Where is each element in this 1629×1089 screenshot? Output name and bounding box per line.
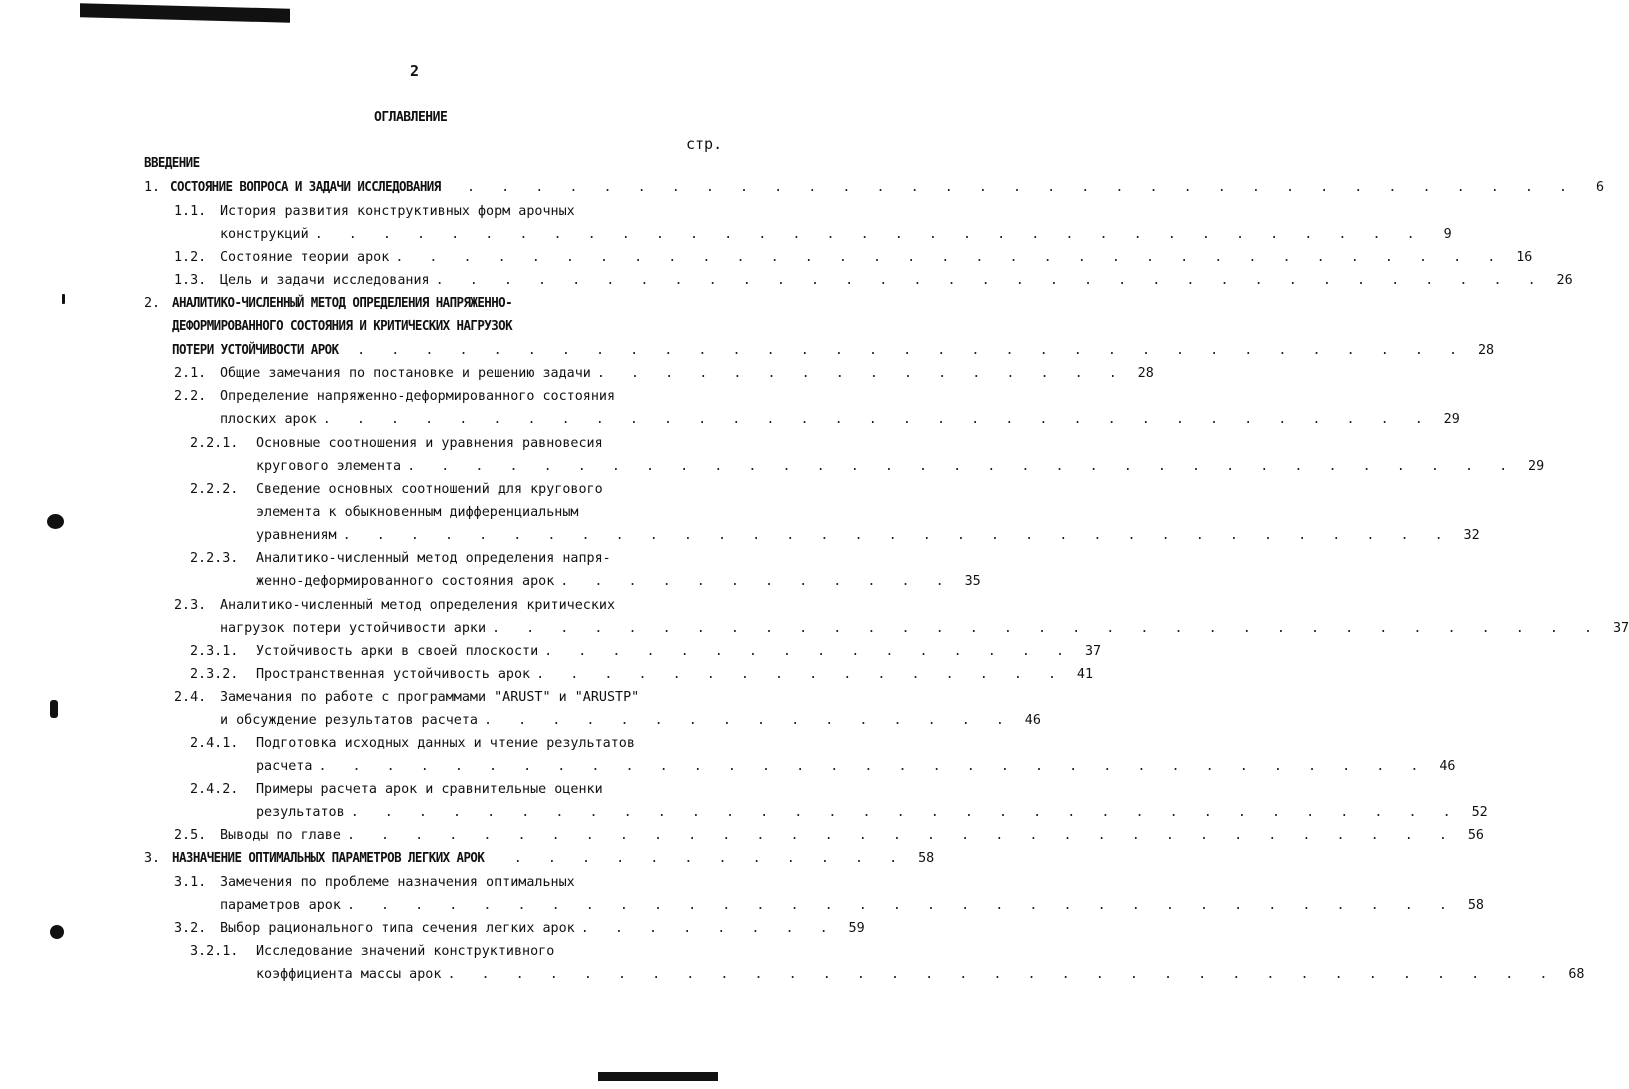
toc-entry-page: 9 xyxy=(1443,227,1452,242)
toc-entry-text: Пространственная устойчивость арок xyxy=(256,667,531,682)
toc-entry xyxy=(256,964,1585,986)
toc-entry-text: кругового элемента xyxy=(256,459,402,474)
toc-title: ОГЛАВЛЕНИЕ xyxy=(374,110,448,125)
toc-entry xyxy=(174,201,575,223)
toc-entry-number: 1. xyxy=(144,180,161,195)
toc-entry-text: параметров арок xyxy=(220,898,341,913)
toc-entry-text: нагрузок потери устойчивости арки xyxy=(220,621,487,636)
toc-entry-text: Основные соотношения и уравнения равновесия xyxy=(256,436,603,451)
toc-leader-dots: . . . . . . . . . . . . xyxy=(560,574,953,589)
toc-leader-dots: . . . . . . . . . . . . . . . . . . . . . . . . . . . . . . . . . xyxy=(314,227,1424,242)
toc-entry-number: 2.4.1. xyxy=(190,736,239,751)
scan-blot xyxy=(47,514,64,529)
toc-entry xyxy=(144,177,1605,199)
toc-leader-dots: . . . . . . . . . . . . . . . . xyxy=(544,644,1074,659)
toc-leader-dots: . . . . . . . . . . . . . . . . xyxy=(596,366,1126,381)
toc-entry-page: 16 xyxy=(1516,250,1533,265)
toc-entry-text: ПОТЕРИ УСТОЙЧИВОСТИ АРОК xyxy=(172,343,339,358)
toc-entry xyxy=(190,548,611,570)
toc-entry xyxy=(256,502,578,524)
toc-entry xyxy=(220,895,1484,917)
toc-entry-text: конструкций xyxy=(220,227,309,242)
toc-entry-number: 2.2.3. xyxy=(190,551,239,566)
toc-entry-text: результатов xyxy=(256,805,345,820)
toc-entry xyxy=(190,641,1102,663)
toc-entry-text: Аналитико-численный метод определения критических xyxy=(220,598,616,613)
toc-entry xyxy=(220,224,1452,246)
page-column-label: стр. xyxy=(686,135,723,153)
toc-entry-number: 1.3. xyxy=(174,273,207,288)
toc-entry-text: Выбор рационального типа сечения легких арок xyxy=(220,921,575,936)
toc-entry xyxy=(174,595,615,617)
toc-leader-dots: . . . . . . . . . . . . . . . . xyxy=(483,713,1013,728)
toc-leader-dots: . . . . . . . . xyxy=(580,921,837,936)
toc-entry xyxy=(144,153,204,175)
toc-leader-dots: . . . . . . . . . . . . . . . . . . . . . . . . . . . . . . . . . xyxy=(467,180,1577,195)
toc-entry-text: Замечения по проблеме назначения оптимальных xyxy=(220,875,575,890)
toc-leader-dots: . . . . . . . . . . . . . . . . . . . . . . . . . . . . . . . . . xyxy=(492,621,1602,636)
toc-entry-text: и обсуждение результатов расчета xyxy=(220,713,478,728)
toc-entry xyxy=(256,571,981,593)
toc-entry xyxy=(220,710,1041,732)
toc-entry-number: 2.3.2. xyxy=(190,667,239,682)
toc-entry-text: Замечания по работе с программами "ARUST" и "ARUSTP" xyxy=(220,690,640,705)
toc-entry-text: СОСТОЯНИЕ ВОПРОСА И ЗАДАЧИ ИССЛЕДОВАНИЯ xyxy=(170,180,441,195)
toc-leader-dots: . . . . . . . . . . . . . . . . . . . . . . . . . . . . . . . . . xyxy=(350,805,1460,820)
toc-entry-text: ВВЕДЕНИЕ xyxy=(144,156,200,171)
toc-entry xyxy=(172,340,1495,362)
toc-entry-page: 37 xyxy=(1612,621,1629,636)
toc-entry-text: плоских арок xyxy=(220,412,317,427)
toc-entry-number: 3. xyxy=(144,851,161,866)
toc-entry-number: 2.4.2. xyxy=(190,782,239,797)
toc-entry-text: Подготовка исходных данных и чтение результатов xyxy=(256,736,635,751)
toc-entry-text: Цель и задачи исследования xyxy=(220,273,430,288)
toc-leader-dots: . . . . . . . . . . . . . . . . . . . . . . . . . . . . . . . . . xyxy=(346,898,1456,913)
toc-leader-dots: . . . . . . . . . . . . . . . . . . . . . . . . . . . . . . . . . xyxy=(435,273,1545,288)
toc-entry-text: Общие замечания по постановке и решению задачи xyxy=(220,366,591,381)
toc-entry-text: Устойчивость арки в своей плоскости xyxy=(256,644,539,659)
toc-entry xyxy=(256,456,1545,478)
toc-entry xyxy=(174,363,1154,385)
toc-entry xyxy=(190,779,603,801)
scan-blot xyxy=(50,925,64,939)
toc-entry-text: уравнениям xyxy=(256,528,337,543)
toc-entry xyxy=(174,386,615,408)
toc-entry-number: 2.2.1. xyxy=(190,436,239,451)
toc-entry xyxy=(220,409,1460,431)
toc-entry xyxy=(174,918,865,940)
toc-entry-page: 26 xyxy=(1556,273,1573,288)
toc-entry-text: Определение напряженно-деформированного состояния xyxy=(220,389,616,404)
toc-entry xyxy=(144,848,935,870)
toc-entry-page: 29 xyxy=(1443,412,1460,427)
toc-entry-page: 52 xyxy=(1471,805,1488,820)
toc-entry xyxy=(190,479,603,501)
toc-entry xyxy=(190,664,1094,686)
scan-artifact-top xyxy=(80,3,290,22)
toc-entry xyxy=(220,618,1629,640)
toc-entry xyxy=(174,247,1533,269)
toc-entry-page: 28 xyxy=(1137,366,1154,381)
toc-entry-text: Примеры расчета арок и сравнительные оценки xyxy=(256,782,603,797)
toc-entry-page: 46 xyxy=(1024,713,1041,728)
toc-entry-page: 29 xyxy=(1528,459,1545,474)
toc-entry xyxy=(144,293,538,315)
toc-entry-text: ДЕФОРМИРОВАННОГО СОСТОЯНИЯ И КРИТИЧЕСКИХ НАГРУЗОК xyxy=(172,319,513,334)
toc-entry-page: 59 xyxy=(848,921,865,936)
toc-entry xyxy=(256,756,1456,778)
toc-entry-text: История развития конструктивных форм арочных xyxy=(220,204,575,219)
toc-entry-page: 32 xyxy=(1463,528,1480,543)
toc-leader-dots: . . . . . . . . . . . . . . . . . . . . . . . . . . . . . . . . . xyxy=(318,759,1428,774)
toc-entry-page: 41 xyxy=(1076,667,1094,682)
toc-entry-page: 28 xyxy=(1478,343,1495,358)
toc-entry-number: 1.2. xyxy=(174,250,207,265)
toc-leader-dots: . . . . . . . . . . . . . . . . xyxy=(536,667,1066,682)
toc-entry-text: Исследование значений конструктивного xyxy=(256,944,555,959)
toc-entry-text: НАЗНАЧЕНИЕ ОПТИМАЛЬНЫХ ПАРАМЕТРОВ ЛЕГКИХ АРОК xyxy=(172,851,485,866)
scan-artifact-bottom xyxy=(598,1072,718,1081)
toc-leader-dots: . . . . . . . . . . . . xyxy=(513,851,907,866)
toc-entry-page: 46 xyxy=(1439,759,1456,774)
page-number: 2 xyxy=(410,62,420,80)
toc-entry xyxy=(172,316,538,338)
toc-entry xyxy=(174,270,1573,292)
toc-entry xyxy=(190,433,603,455)
toc-entry xyxy=(174,872,575,894)
toc-entry-text: Сведение основных соотношений для кругового xyxy=(256,482,603,497)
toc-entry-text: Состояние теории арок xyxy=(220,250,390,265)
toc-leader-dots: . . . . . . . . . . . . . . . . . . . . . . . . . . . . . . . . . xyxy=(322,412,1432,427)
toc-entry-text: Аналитико-численный метод определения напря- xyxy=(256,551,611,566)
toc-entry-text: расчета xyxy=(256,759,313,774)
toc-entry-number: 3.1. xyxy=(174,875,207,890)
toc-leader-dots: . . . . . . . . . . . . . . . . . . . . . . . . . . . . . . . . . xyxy=(447,967,1557,982)
toc-entry-number: 1.1. xyxy=(174,204,207,219)
toc-entry-page: 35 xyxy=(964,574,981,589)
toc-entry-text: женно-деформированного состояния арок xyxy=(256,574,555,589)
toc-leader-dots: . . . . . . . . . . . . . . . . . . . . . . . . . . . . . . . . . xyxy=(407,459,1517,474)
toc-entry-number: 3.2. xyxy=(174,921,207,936)
scan-blot xyxy=(50,700,58,718)
toc-entry-page: 56 xyxy=(1467,828,1484,843)
toc-entry xyxy=(174,825,1484,847)
scan-blot xyxy=(62,294,65,304)
toc-leader-dots: . . . . . . . . . . . . . . . . . . . . . . . . . . . . . . . . . xyxy=(357,343,1467,358)
toc-entry-text: элемента к обыкновенным дифференциальным xyxy=(256,505,579,520)
toc-entry xyxy=(256,802,1488,824)
toc-entry-number: 2.4. xyxy=(174,690,207,705)
toc-entry-number: 2.5. xyxy=(174,828,207,843)
toc-entry-page: 6 xyxy=(1595,180,1605,195)
toc-leader-dots: . . . . . . . . . . . . . . . . . . . . . . . . . . . . . . . . . xyxy=(395,250,1505,265)
toc-entry-number: 3.2.1. xyxy=(190,944,239,959)
toc-entry-page: 58 xyxy=(918,851,935,866)
toc-entry-page: 68 xyxy=(1568,967,1585,982)
toc-entry-number: 2.1. xyxy=(174,366,207,381)
toc-entry-page: 58 xyxy=(1467,898,1484,913)
toc-leader-dots: . . . . . . . . . . . . . . . . . . . . . . . . . . . . . . . . . xyxy=(346,828,1456,843)
toc-entry-text: Выводы по главе xyxy=(220,828,341,843)
toc-entry xyxy=(174,687,639,709)
toc-entry-number: 2.3. xyxy=(174,598,207,613)
toc-entry xyxy=(256,525,1480,547)
toc-entry-page: 37 xyxy=(1084,644,1102,659)
toc-entry-number: 2.2.2. xyxy=(190,482,239,497)
toc-entry-number: 2.3.1. xyxy=(190,644,239,659)
toc-entry-number: 2.2. xyxy=(174,389,207,404)
toc-entry-number: 2. xyxy=(144,296,161,311)
toc-entry xyxy=(190,941,554,963)
toc-entry-text: коэффициента массы арок xyxy=(256,967,442,982)
toc-entry-text: АНАЛИТИКО-ЧИСЛЕННЫЙ МЕТОД ОПРЕДЕЛЕНИЯ НАПРЯЖЕННО- xyxy=(172,296,513,311)
toc-leader-dots: . . . . . . . . . . . . . . . . . . . . . . . . . . . . . . . . . xyxy=(342,528,1452,543)
toc-entry xyxy=(190,733,635,755)
